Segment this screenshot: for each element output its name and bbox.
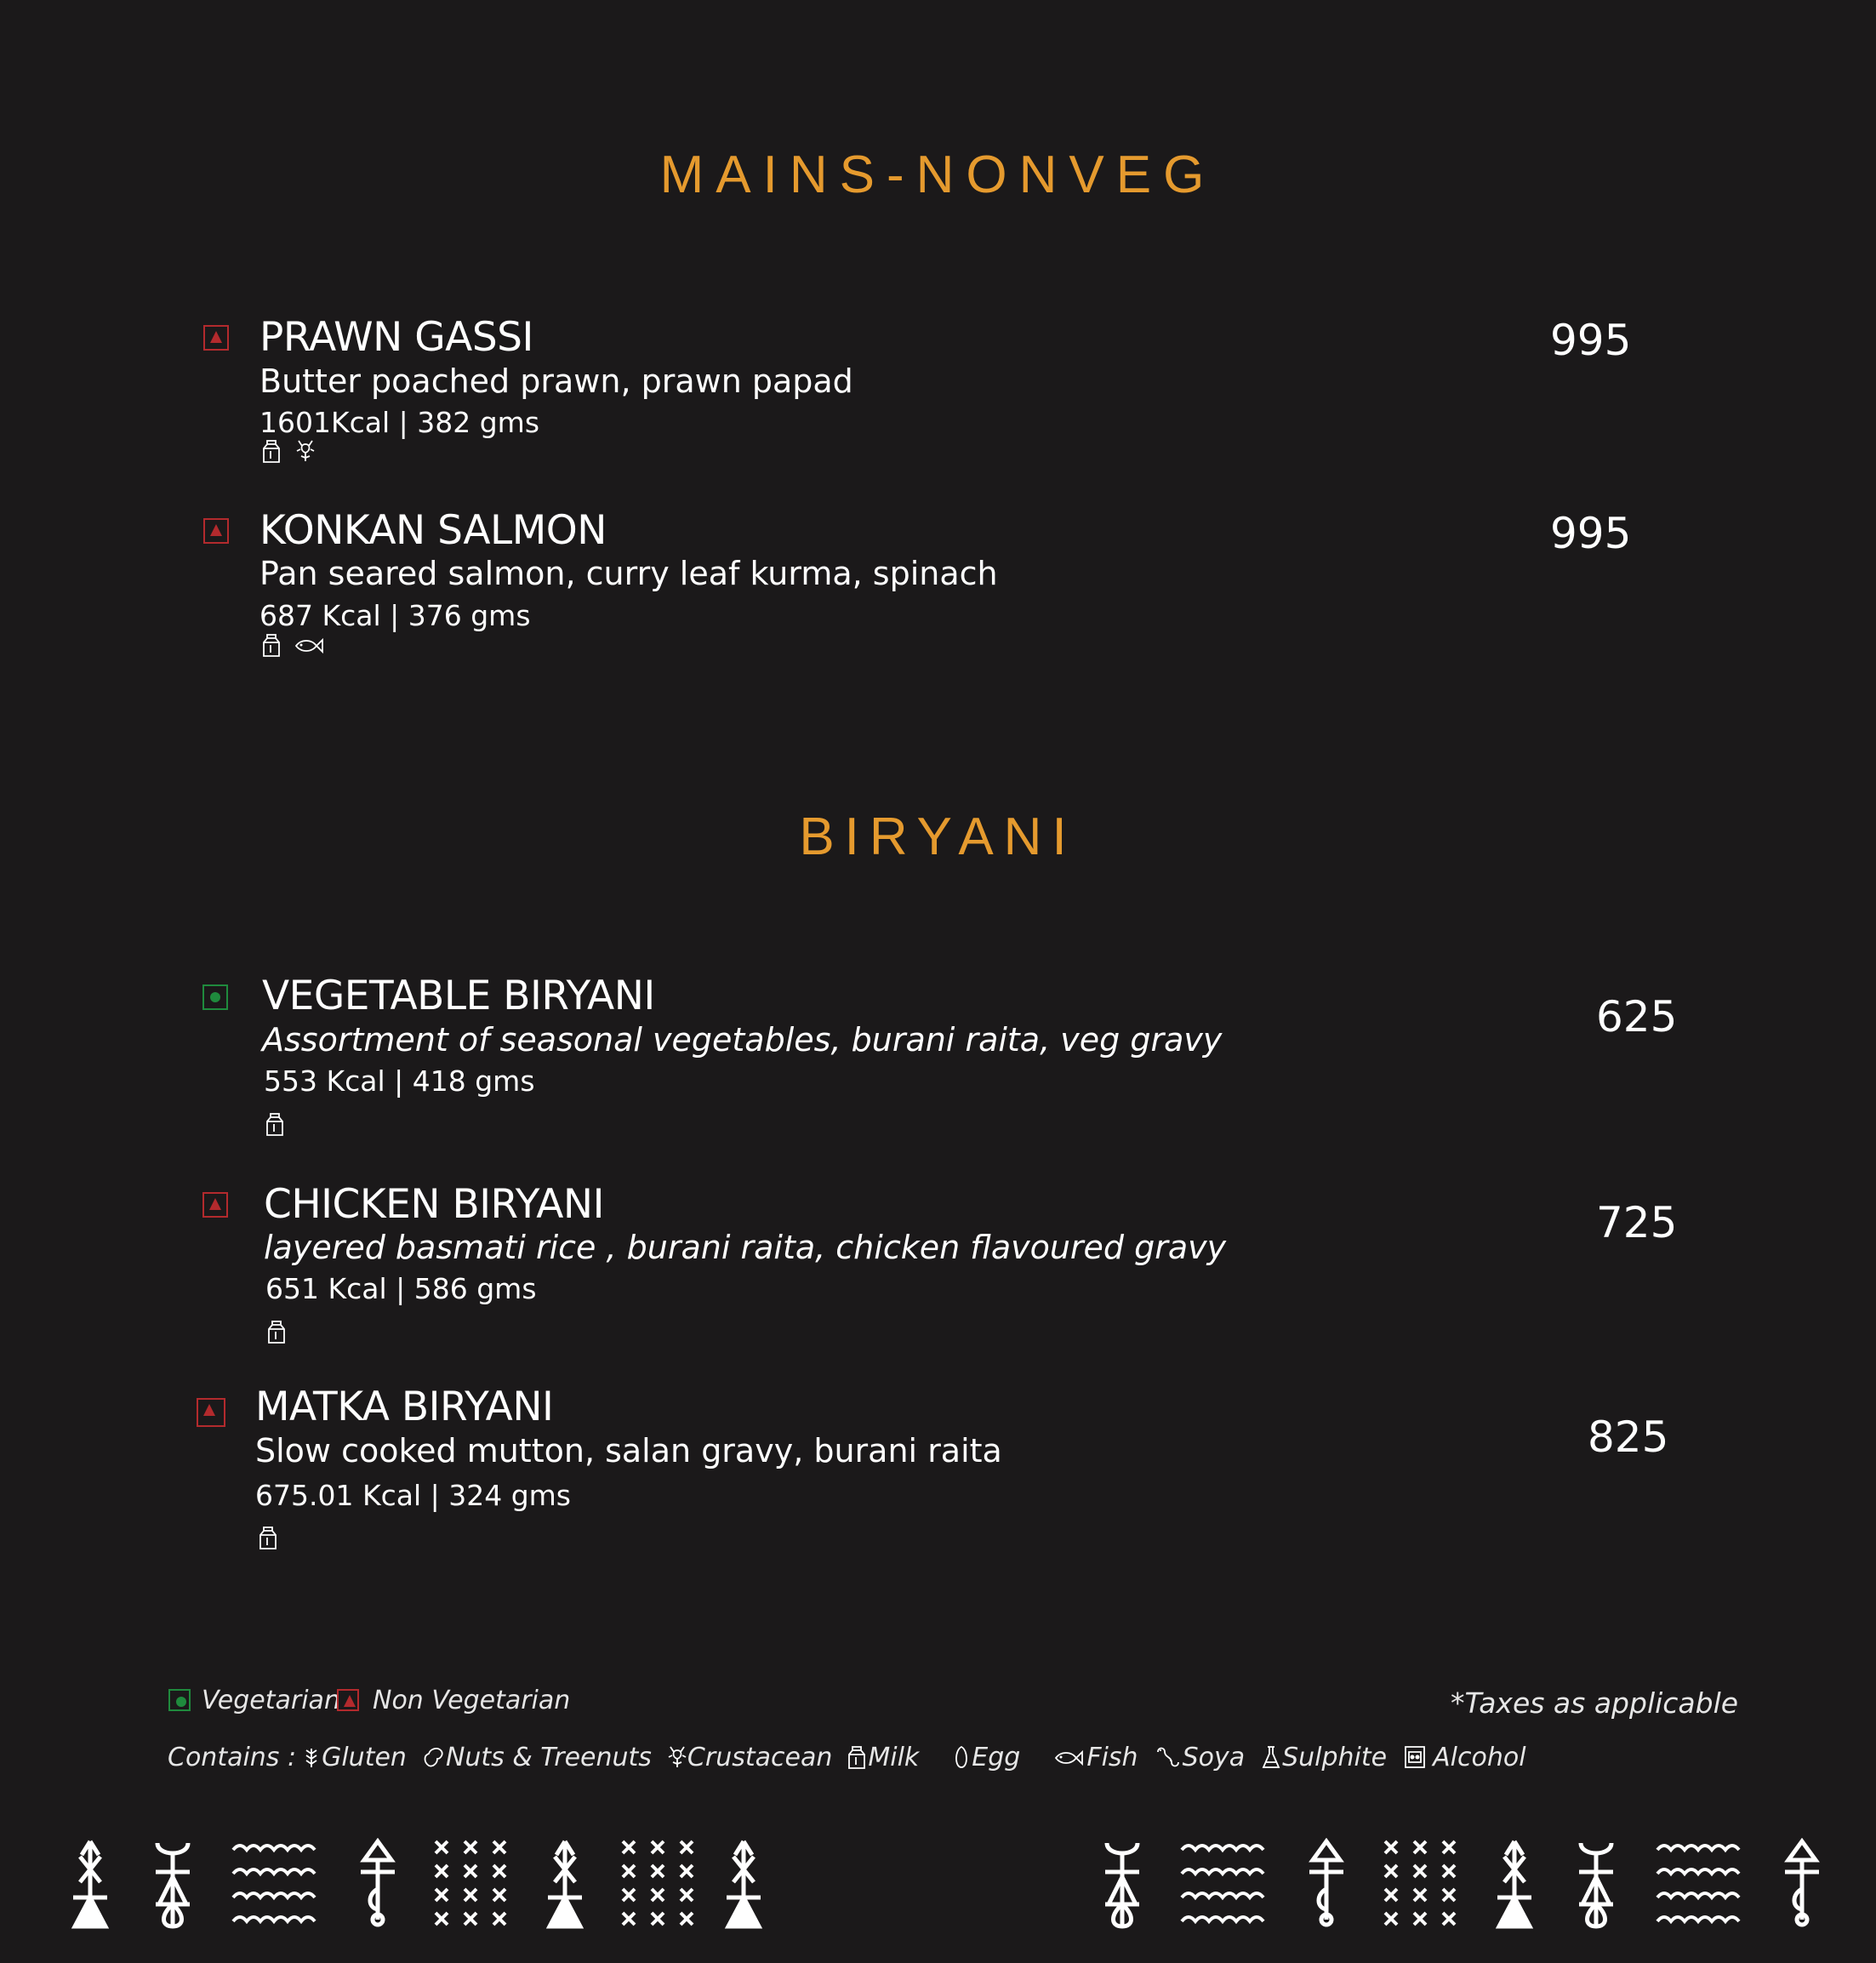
item-nutrition: 675.01 Kcal | 324 gms xyxy=(255,1479,571,1512)
item-description: Butter poached prawn, prawn papad xyxy=(259,362,853,400)
item-description: Assortment of seasonal vegetables, burani raita, veg gravy xyxy=(262,1021,1223,1059)
item-price: 725 xyxy=(1596,1198,1678,1247)
milk-icon xyxy=(259,1526,279,1551)
veg-marker-icon xyxy=(202,984,228,1010)
decorative-waves-glyph-icon xyxy=(1654,1838,1744,1933)
item-name: PRAWN GASSI xyxy=(259,314,533,361)
item-price: 625 xyxy=(1596,992,1678,1041)
non-veg-marker-icon xyxy=(203,325,229,351)
item-name: KONKAN SALMON xyxy=(259,507,607,554)
allergen-label: Milk xyxy=(868,1743,920,1772)
allergen-legend xyxy=(168,1743,1542,1772)
item-price: 995 xyxy=(1550,316,1632,365)
decorative-figure-glyph-icon xyxy=(1571,1838,1622,1933)
decorative-arrow-glyph-icon xyxy=(1489,1838,1540,1933)
decorative-key-glyph-icon xyxy=(352,1838,403,1933)
allergen-label: Soya xyxy=(1182,1743,1246,1772)
item-nutrition: 687 Kcal | 376 gms xyxy=(259,599,531,632)
non-veg-marker-icon xyxy=(202,1192,228,1218)
non-veg-marker-icon xyxy=(197,1398,225,1427)
decorative-x-grid-glyph-icon xyxy=(432,1838,510,1933)
milk-icon xyxy=(262,439,282,465)
item-price: 825 xyxy=(1588,1412,1669,1462)
section-title-biryani: BIRYANI xyxy=(799,807,1077,866)
crustacean-icon xyxy=(294,439,316,465)
allergen-label: Alcohol xyxy=(1433,1743,1526,1772)
decorative-arrow-glyph-icon xyxy=(65,1838,116,1933)
allergen-label: Nuts & Treenuts xyxy=(445,1743,652,1772)
milk-icon xyxy=(847,1745,868,1771)
nuts-icon xyxy=(422,1745,446,1771)
allergen-icons xyxy=(259,1526,279,1551)
item-description: layered basmati rice , burani raita, chicken flavoured gravy xyxy=(264,1229,1227,1266)
decorative-x-grid-glyph-icon xyxy=(1382,1838,1460,1933)
decorative-key-glyph-icon xyxy=(1301,1838,1352,1933)
contains-label: Contains : xyxy=(168,1743,297,1772)
item-name: MATKA BIRYANI xyxy=(255,1384,554,1430)
allergen-label: Gluten xyxy=(322,1743,407,1772)
item-name: VEGETABLE BIRYANI xyxy=(262,973,655,1019)
allergen-icons xyxy=(265,1112,286,1138)
decorative-arrow-glyph-icon xyxy=(718,1838,769,1933)
legend-vegetarian: Vegetarian xyxy=(202,1686,340,1715)
item-nutrition: 651 Kcal | 586 gms xyxy=(265,1272,537,1305)
milk-icon xyxy=(267,1320,288,1345)
item-nutrition: 553 Kcal | 418 gms xyxy=(264,1064,535,1098)
decorative-waves-glyph-icon xyxy=(230,1838,320,1933)
egg-icon xyxy=(951,1745,972,1771)
alcohol-icon xyxy=(1402,1745,1428,1771)
item-name: CHICKEN BIRYANI xyxy=(264,1181,604,1228)
section-title-mains-nonveg: MAINS-NONVEG xyxy=(659,146,1217,204)
non-veg-marker-icon xyxy=(203,518,229,544)
soya-icon xyxy=(1154,1745,1183,1771)
fish-icon xyxy=(1052,1745,1086,1771)
decorative-key-glyph-icon xyxy=(1776,1838,1828,1933)
taxes-note: *Taxes as applicable xyxy=(1451,1686,1739,1720)
item-price: 995 xyxy=(1550,509,1632,558)
decorative-waves-glyph-icon xyxy=(1178,1838,1269,1933)
allergen-icons xyxy=(262,633,325,659)
legend-veg-marker-icon xyxy=(168,1689,191,1711)
allergen-icons xyxy=(267,1320,288,1345)
item-description: Pan seared salmon, curry leaf kurma, spinach xyxy=(259,555,998,592)
sulphite-icon xyxy=(1260,1745,1282,1771)
allergen-label: Sulphite xyxy=(1282,1743,1388,1772)
decorative-figure-glyph-icon xyxy=(1097,1838,1148,1933)
item-description: Slow cooked mutton, salan gravy, burani raita xyxy=(255,1432,1002,1469)
gluten-icon xyxy=(301,1745,322,1771)
legend-non-veg-marker-icon xyxy=(337,1689,359,1711)
allergen-label: Fish xyxy=(1086,1743,1138,1772)
allergen-label: Crustacean xyxy=(687,1743,833,1772)
allergen-label: Egg xyxy=(972,1743,1021,1772)
milk-icon xyxy=(262,633,282,659)
decorative-x-grid-glyph-icon xyxy=(619,1838,698,1933)
decorative-figure-glyph-icon xyxy=(147,1838,198,1933)
fish-icon xyxy=(294,633,325,659)
decorative-arrow-glyph-icon xyxy=(539,1838,590,1933)
allergen-icons xyxy=(262,439,316,465)
legend-non-vegetarian: Non Vegetarian xyxy=(373,1686,571,1715)
item-nutrition: 1601Kcal | 382 gms xyxy=(259,406,540,439)
milk-icon xyxy=(265,1112,286,1138)
crustacean-icon xyxy=(667,1745,687,1771)
